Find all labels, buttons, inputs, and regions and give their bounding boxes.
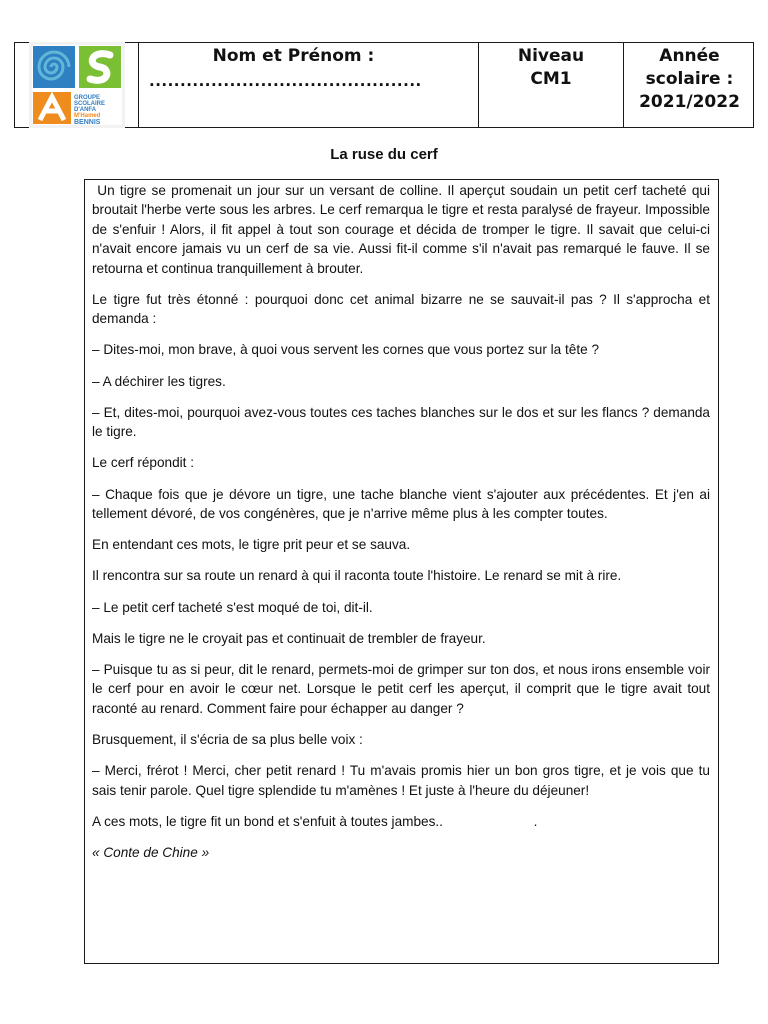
- story-paragraph: – Chaque fois que je dévore un tigre, une tache blanche vient s'ajouter aux précédentes. Et j'en ai tellement dévoré, de vos congénères, que je n'arrive même plus à les compter toutes.: [92, 486, 710, 522]
- level-cell: [479, 43, 624, 127]
- year-cell: [624, 43, 755, 127]
- story-paragraph: – Dites-moi, mon brave, à quoi vous servent les cornes que vous portez sur la tête ?: [92, 342, 599, 358]
- story-paragraph: – Le petit cerf tacheté s'est moqué de toi, dit-il.: [92, 599, 373, 615]
- story-box: [84, 179, 719, 964]
- year-label-line2: scolaire :: [645, 69, 734, 89]
- story-paragraph: Le tigre fut très étonné : pourquoi donc cet animal bizarre ne se sauvait-il pas ? Il s'approcha et demanda :: [92, 291, 710, 327]
- school-logo-icon: [32, 45, 122, 125]
- story-paragraph: – Et, dites-moi, pourquoi avez-vous toutes ces taches blanches sur le dos et sur les flancs ? demanda le tigre.: [92, 404, 710, 440]
- svg-text:SCOLAIRE: SCOLAIRE: [73, 101, 105, 107]
- svg-text:BENNIS: BENNIS: [73, 119, 100, 125]
- story-paragraph: Mais le tigre ne le croyait pas et continuait de trembler de frayeur.: [92, 630, 486, 646]
- header-table: [14, 42, 754, 128]
- story-source: « Conte de Chine »: [92, 845, 210, 861]
- name-label: Nom et Prénom :: [212, 46, 375, 66]
- story-paragraph: Un tigre se promenait un jour sur un versant de colline. Il aperçut soudain un petit cerf tacheté qui broutait l'herbe verte sous les arbres. Le cerf remarqua le tigre et resta paralysé de frayeur. Impossible de s'enfuir ! Alors, il fit appel à tout son courage et décida de tromper le tigre. Il savait que celui-ci n'avait encore jamais vu un cerf de sa vie. Aussi fit-il comme s'il n'avait pas remarqué le fauve. Il se retourna et continua tranquillement à brouter.: [92, 183, 714, 276]
- story-paragraph: – A déchirer les tigres.: [92, 373, 226, 389]
- logo-cell: [15, 43, 139, 127]
- svg-text:M'Hamed: M'Hamed: [73, 113, 100, 119]
- name-cell: [139, 43, 479, 127]
- story-paragraph: Le cerf répondit :: [92, 455, 195, 471]
- year-value: 2021/2022: [639, 92, 740, 112]
- svg-text:GROUPE: GROUPE: [73, 95, 100, 101]
- name-field-dots[interactable]: ............................................: [149, 72, 422, 90]
- story-paragraph: – Merci, frérot ! Merci, cher petit renard ! Tu m'avais promis hier un bon gros tigre, et je vois que tu sais tenir parole. Quel tigre splendide tu m'amènes ! Et juste à l'heure du déjeuner!: [92, 763, 710, 798]
- story-paragraph: Brusquement, il s'écria de sa plus belle voix :: [92, 732, 363, 748]
- school-logo: [32, 45, 122, 125]
- story-paragraph-last: A ces mots, le tigre fit un bond et s'enfuit à toutes jambes.. .: [92, 813, 538, 829]
- story-paragraph: Il rencontra sur sa route un renard à qui il raconta toute l'histoire. Le renard se mit à rire.: [92, 568, 622, 584]
- level-label: Niveau: [517, 46, 585, 66]
- page-title: La ruse du cerf: [330, 146, 438, 163]
- year-label-line1: Année: [659, 46, 720, 66]
- story-paragraph: En entendant ces mots, le tigre prit peur et se sauva.: [92, 537, 411, 553]
- level-value: CM1: [530, 69, 572, 89]
- story-paragraph: – Puisque tu as si peur, dit le renard, permets-moi de grimper sur ton dos, et nous irons ensemble voir le cerf pour en avoir le cœur net. Lorsque le petit cerf les aperçut, il comprit que le tigre avait tout raconté au renard. Comment faire pour échapper au danger ?: [92, 662, 710, 716]
- svg-text:D'ANFA: D'ANFA: [73, 107, 96, 113]
